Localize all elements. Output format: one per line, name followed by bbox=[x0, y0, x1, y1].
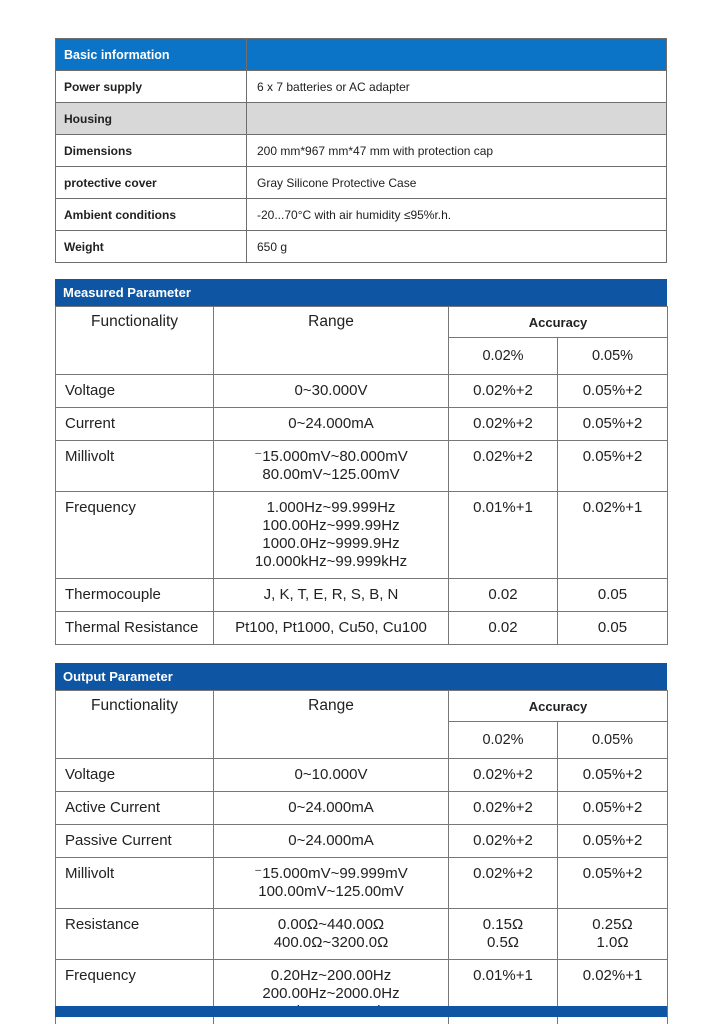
accuracy-tier1-cell: 0.02%+2 bbox=[449, 825, 558, 858]
range-cell: Pt100, Pt1000, Cu50, Cu100 bbox=[214, 612, 449, 645]
functionality-cell: Frequency bbox=[56, 960, 214, 1024]
range-cell: 0~10.000V bbox=[214, 759, 449, 792]
measured-parameter-table bbox=[55, 306, 668, 645]
range-cell: 0.00Ω~440.00Ω 400.0Ω~3200.0Ω bbox=[214, 909, 449, 960]
accuracy-tier1-cell: 0.02%+2 bbox=[449, 408, 558, 441]
functionality-cell: Millivolt bbox=[56, 858, 214, 909]
accuracy-tier1-header: 0.02% bbox=[449, 338, 558, 375]
accuracy-tier2-cell: 0.05%+2 bbox=[558, 792, 668, 825]
accuracy-tier1-cell: 0.02%+2 bbox=[449, 858, 558, 909]
basic-info-header-row bbox=[56, 39, 667, 71]
param-row bbox=[56, 792, 668, 825]
basic-value-cell: 200 mm*967 mm*47 mm with protection cap bbox=[247, 135, 667, 167]
accuracy-tier1-cell: 0.01%+1 bbox=[449, 492, 558, 579]
basic-value-cell: -20...70°C with air humidity ≤95%r.h. bbox=[247, 199, 667, 231]
param-row bbox=[56, 579, 668, 612]
measured-table-header bbox=[56, 307, 668, 375]
range-column-header: Range bbox=[214, 307, 449, 375]
range-cell: 0~30.000V bbox=[214, 375, 449, 408]
output-table-rows bbox=[56, 759, 668, 1024]
param-row bbox=[56, 441, 668, 492]
basic-info-row bbox=[56, 199, 667, 231]
measured-table-rows bbox=[56, 375, 668, 645]
output-parameter-title: Output Parameter bbox=[63, 669, 173, 684]
accuracy-tier2-header: 0.05% bbox=[558, 722, 668, 759]
accuracy-tier2-cell: 0.05%+2 bbox=[558, 441, 668, 492]
basic-value-cell: Gray Silicone Protective Case bbox=[247, 167, 667, 199]
accuracy-tier1-cell: 0.02%+2 bbox=[449, 792, 558, 825]
accuracy-tier1-header: 0.02% bbox=[449, 722, 558, 759]
next-section-partial-bar bbox=[55, 1006, 667, 1017]
functionality-cell: Voltage bbox=[56, 759, 214, 792]
spec-sheet-content bbox=[55, 38, 667, 1024]
param-row bbox=[56, 909, 668, 960]
functionality-cell: Active Current bbox=[56, 792, 214, 825]
range-cell: 0~24.000mA bbox=[214, 408, 449, 441]
accuracy-tier1-cell: 0.15Ω 0.5Ω bbox=[449, 909, 558, 960]
functionality-cell: Resistance bbox=[56, 909, 214, 960]
basic-value-cell bbox=[247, 103, 667, 135]
range-cell: 0~24.000mA bbox=[214, 825, 449, 858]
accuracy-tier2-cell: 0.02%+1 bbox=[558, 960, 668, 1024]
basic-info-title-empty-cell bbox=[247, 39, 667, 71]
basic-label-cell: protective cover bbox=[56, 167, 247, 199]
basic-label-cell: Ambient conditions bbox=[56, 199, 247, 231]
param-row bbox=[56, 612, 668, 645]
accuracy-tier2-cell: 0.05%+2 bbox=[558, 375, 668, 408]
basic-info-row bbox=[56, 103, 667, 135]
accuracy-tier2-cell: 0.05%+2 bbox=[558, 408, 668, 441]
accuracy-tier2-cell: 0.05%+2 bbox=[558, 858, 668, 909]
accuracy-tier1-cell: 0.01%+1 bbox=[449, 960, 558, 1024]
param-row bbox=[56, 492, 668, 579]
functionality-cell: Frequency bbox=[56, 492, 214, 579]
range-column-header: Range bbox=[214, 691, 449, 759]
basic-value-cell: 6 x 7 batteries or AC adapter bbox=[247, 71, 667, 103]
param-row bbox=[56, 375, 668, 408]
basic-label-cell: Weight bbox=[56, 231, 247, 263]
range-cell: ⁻15.000mV~99.999mV 100.00mV~125.00mV bbox=[214, 858, 449, 909]
basic-info-title: Basic information bbox=[56, 39, 247, 71]
param-row bbox=[56, 858, 668, 909]
accuracy-tier2-cell: 0.25Ω 1.0Ω bbox=[558, 909, 668, 960]
accuracy-column-header: Accuracy bbox=[449, 307, 668, 338]
accuracy-tier1-cell: 0.02 bbox=[449, 612, 558, 645]
accuracy-tier1-cell: 0.02%+2 bbox=[449, 441, 558, 492]
functionality-cell: Passive Current bbox=[56, 825, 214, 858]
output-parameter-section-bar bbox=[55, 663, 667, 690]
basic-label-cell: Dimensions bbox=[56, 135, 247, 167]
functionality-cell: Millivolt bbox=[56, 441, 214, 492]
range-cell: ⁻15.000mV~80.000mV 80.00mV~125.00mV bbox=[214, 441, 449, 492]
functionality-column-header: Functionality bbox=[56, 691, 214, 759]
range-cell: J, K, T, E, R, S, B, N bbox=[214, 579, 449, 612]
accuracy-tier2-cell: 0.05%+2 bbox=[558, 759, 668, 792]
measured-parameter-title: Measured Parameter bbox=[63, 285, 191, 300]
param-row bbox=[56, 825, 668, 858]
accuracy-tier2-cell: 0.05 bbox=[558, 612, 668, 645]
measured-parameter-section-bar bbox=[55, 279, 667, 306]
accuracy-tier2-cell: 0.05 bbox=[558, 579, 668, 612]
range-cell: 1.000Hz~99.999Hz 100.00Hz~999.99Hz 1000.0Hz~9999.9Hz 10.000kHz~99.999kHz bbox=[214, 492, 449, 579]
accuracy-tier1-cell: 0.02 bbox=[449, 579, 558, 612]
functionality-cell: Thermal Resistance bbox=[56, 612, 214, 645]
functionality-cell: Thermocouple bbox=[56, 579, 214, 612]
output-table-header bbox=[56, 691, 668, 759]
param-row bbox=[56, 759, 668, 792]
accuracy-tier1-cell: 0.02%+2 bbox=[449, 375, 558, 408]
functionality-column-header: Functionality bbox=[56, 307, 214, 375]
basic-information-table bbox=[55, 38, 667, 263]
basic-value-cell: 650 g bbox=[247, 231, 667, 263]
basic-info-row bbox=[56, 135, 667, 167]
basic-label-cell: Housing bbox=[56, 103, 247, 135]
range-cell: 0.20Hz~200.00Hz 200.00Hz~2000.0Hz bbox=[214, 960, 449, 1024]
accuracy-tier2-cell: 0.02%+1 bbox=[558, 492, 668, 579]
accuracy-tier1-cell: 0.02%+2 bbox=[449, 759, 558, 792]
basic-info-row bbox=[56, 71, 667, 103]
range-cell: 0~24.000mA bbox=[214, 792, 449, 825]
param-row bbox=[56, 408, 668, 441]
accuracy-column-header: Accuracy bbox=[449, 691, 668, 722]
accuracy-tier2-cell: 0.05%+2 bbox=[558, 825, 668, 858]
accuracy-tier2-header: 0.05% bbox=[558, 338, 668, 375]
basic-label-cell: Power supply bbox=[56, 71, 247, 103]
basic-info-row bbox=[56, 167, 667, 199]
basic-info-row bbox=[56, 231, 667, 263]
functionality-cell: Current bbox=[56, 408, 214, 441]
basic-info-rows bbox=[56, 71, 667, 263]
output-parameter-table bbox=[55, 690, 668, 1024]
functionality-cell: Voltage bbox=[56, 375, 214, 408]
